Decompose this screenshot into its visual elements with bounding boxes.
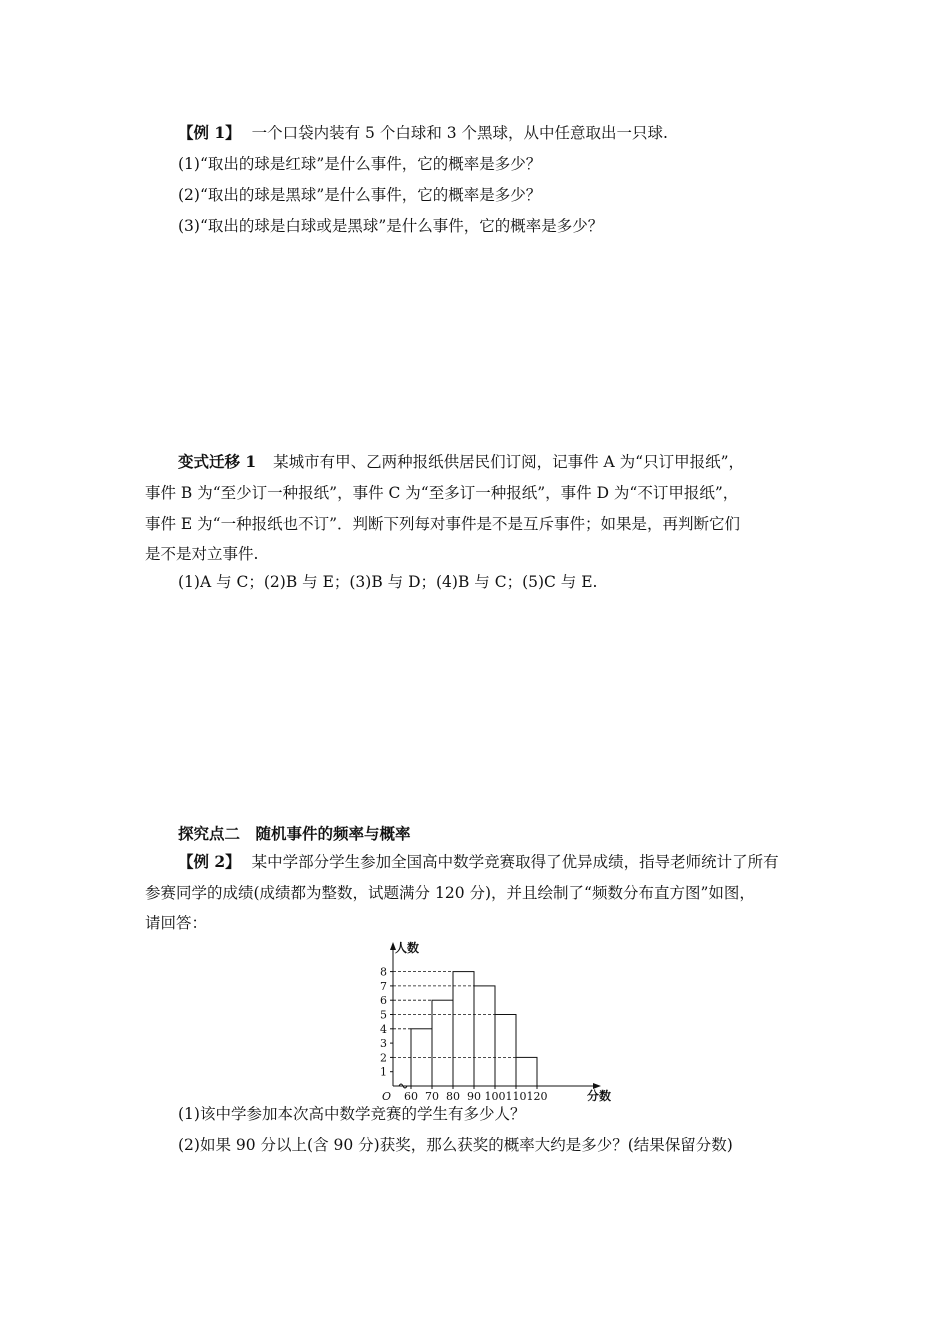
origin-label: O	[382, 1090, 392, 1103]
histogram-bar	[516, 1057, 537, 1086]
histogram-bars	[411, 972, 537, 1086]
y-tick-label: 4	[380, 1022, 387, 1036]
variant1-line-3: 事件 E 为“一种报纸也不订”．判断下列每对事件是不是互斥事件；如果是，再判断它们	[145, 515, 741, 533]
y-tick-label: 7	[380, 979, 387, 993]
example2-tag: 【例 2】	[178, 852, 241, 871]
example1-stem	[178, 122, 668, 144]
example1-question-3: (3)“取出的球是白球或是黑球”是什么事件，它的概率是多少？	[178, 217, 604, 235]
example2-line-1	[178, 851, 779, 873]
y-axis-label: 人数	[395, 941, 420, 955]
example1-tag: 【例 1】	[178, 123, 241, 142]
example2-line-2: 参赛同学的成绩(成绩都为整数，试题满分 120 分)，并且绘制了“频数分布直方图”如图，	[145, 884, 755, 902]
variant1-line-2: 事件 B 为“至少订一种报纸”，事件 C 为“至多订一种报纸”，事件 D 为“不订甲报纸”，	[145, 484, 739, 502]
y-tick-label: 5	[380, 1008, 387, 1022]
x-tick-label: 120	[526, 1090, 548, 1103]
example2-line-3: 请回答：	[145, 914, 208, 932]
y-tick-label: 8	[380, 965, 387, 979]
x-tick-label: 100	[484, 1090, 506, 1103]
y-tick-label: 3	[380, 1037, 387, 1051]
histogram-bar	[432, 1000, 453, 1086]
variant1-line-4: 是不是对立事件.	[145, 545, 259, 563]
example1-question-1: (1)“取出的球是红球”是什么事件，它的概率是多少？	[178, 155, 542, 173]
variant1-pairs: (1)A 与 C；(2)B 与 E；(3)B 与 D；(4)B 与 C；(5)C 与 E.	[178, 573, 598, 591]
y-tick-label: 1	[380, 1065, 387, 1079]
histogram-x-ticks	[404, 1086, 548, 1103]
x-tick-label: 90	[467, 1090, 481, 1103]
x-tick-label: 110	[505, 1090, 527, 1103]
variant1-tag: 变式迁移 1	[178, 452, 257, 471]
example2-text-1: 某中学部分学生参加全国高中数学竞赛取得了优异成绩，指导老师统计了所有	[251, 853, 779, 871]
histogram-bar	[495, 1015, 516, 1087]
y-tick-label: 2	[380, 1051, 387, 1065]
example1-text: 一个口袋内装有 5 个白球和 3 个黑球，从中任意取出一只球.	[251, 124, 668, 142]
x-tick-label: 70	[425, 1090, 439, 1103]
example2-question-1: (1)该中学参加本次高中数学竞赛的学生有多少人？	[178, 1105, 526, 1123]
histogram-bar	[453, 972, 474, 1086]
example1-question-2: (2)“取出的球是黑球”是什么事件，它的概率是多少？	[178, 186, 542, 204]
x-tick-label: 80	[446, 1090, 460, 1103]
y-tick-label: 6	[380, 994, 387, 1008]
example2-question-2: (2)如果 90 分以上(含 90 分)获奖，那么获奖的概率大约是多少？(结果保留分数)	[178, 1136, 733, 1154]
frequency-histogram	[365, 938, 615, 1108]
histogram-bar	[474, 986, 495, 1086]
section-title: 探究点二 随机事件的频率与概率	[178, 824, 411, 843]
histogram-y-ticks	[380, 966, 393, 1079]
x-axis-label: 分数	[587, 1089, 612, 1103]
variant1-line-1	[178, 451, 744, 473]
x-tick-label: 60	[404, 1090, 418, 1103]
variant1-text-1: 某城市有甲、乙两种报纸供居民们订阅，记事件 A 为“只订甲报纸”，	[273, 453, 745, 471]
